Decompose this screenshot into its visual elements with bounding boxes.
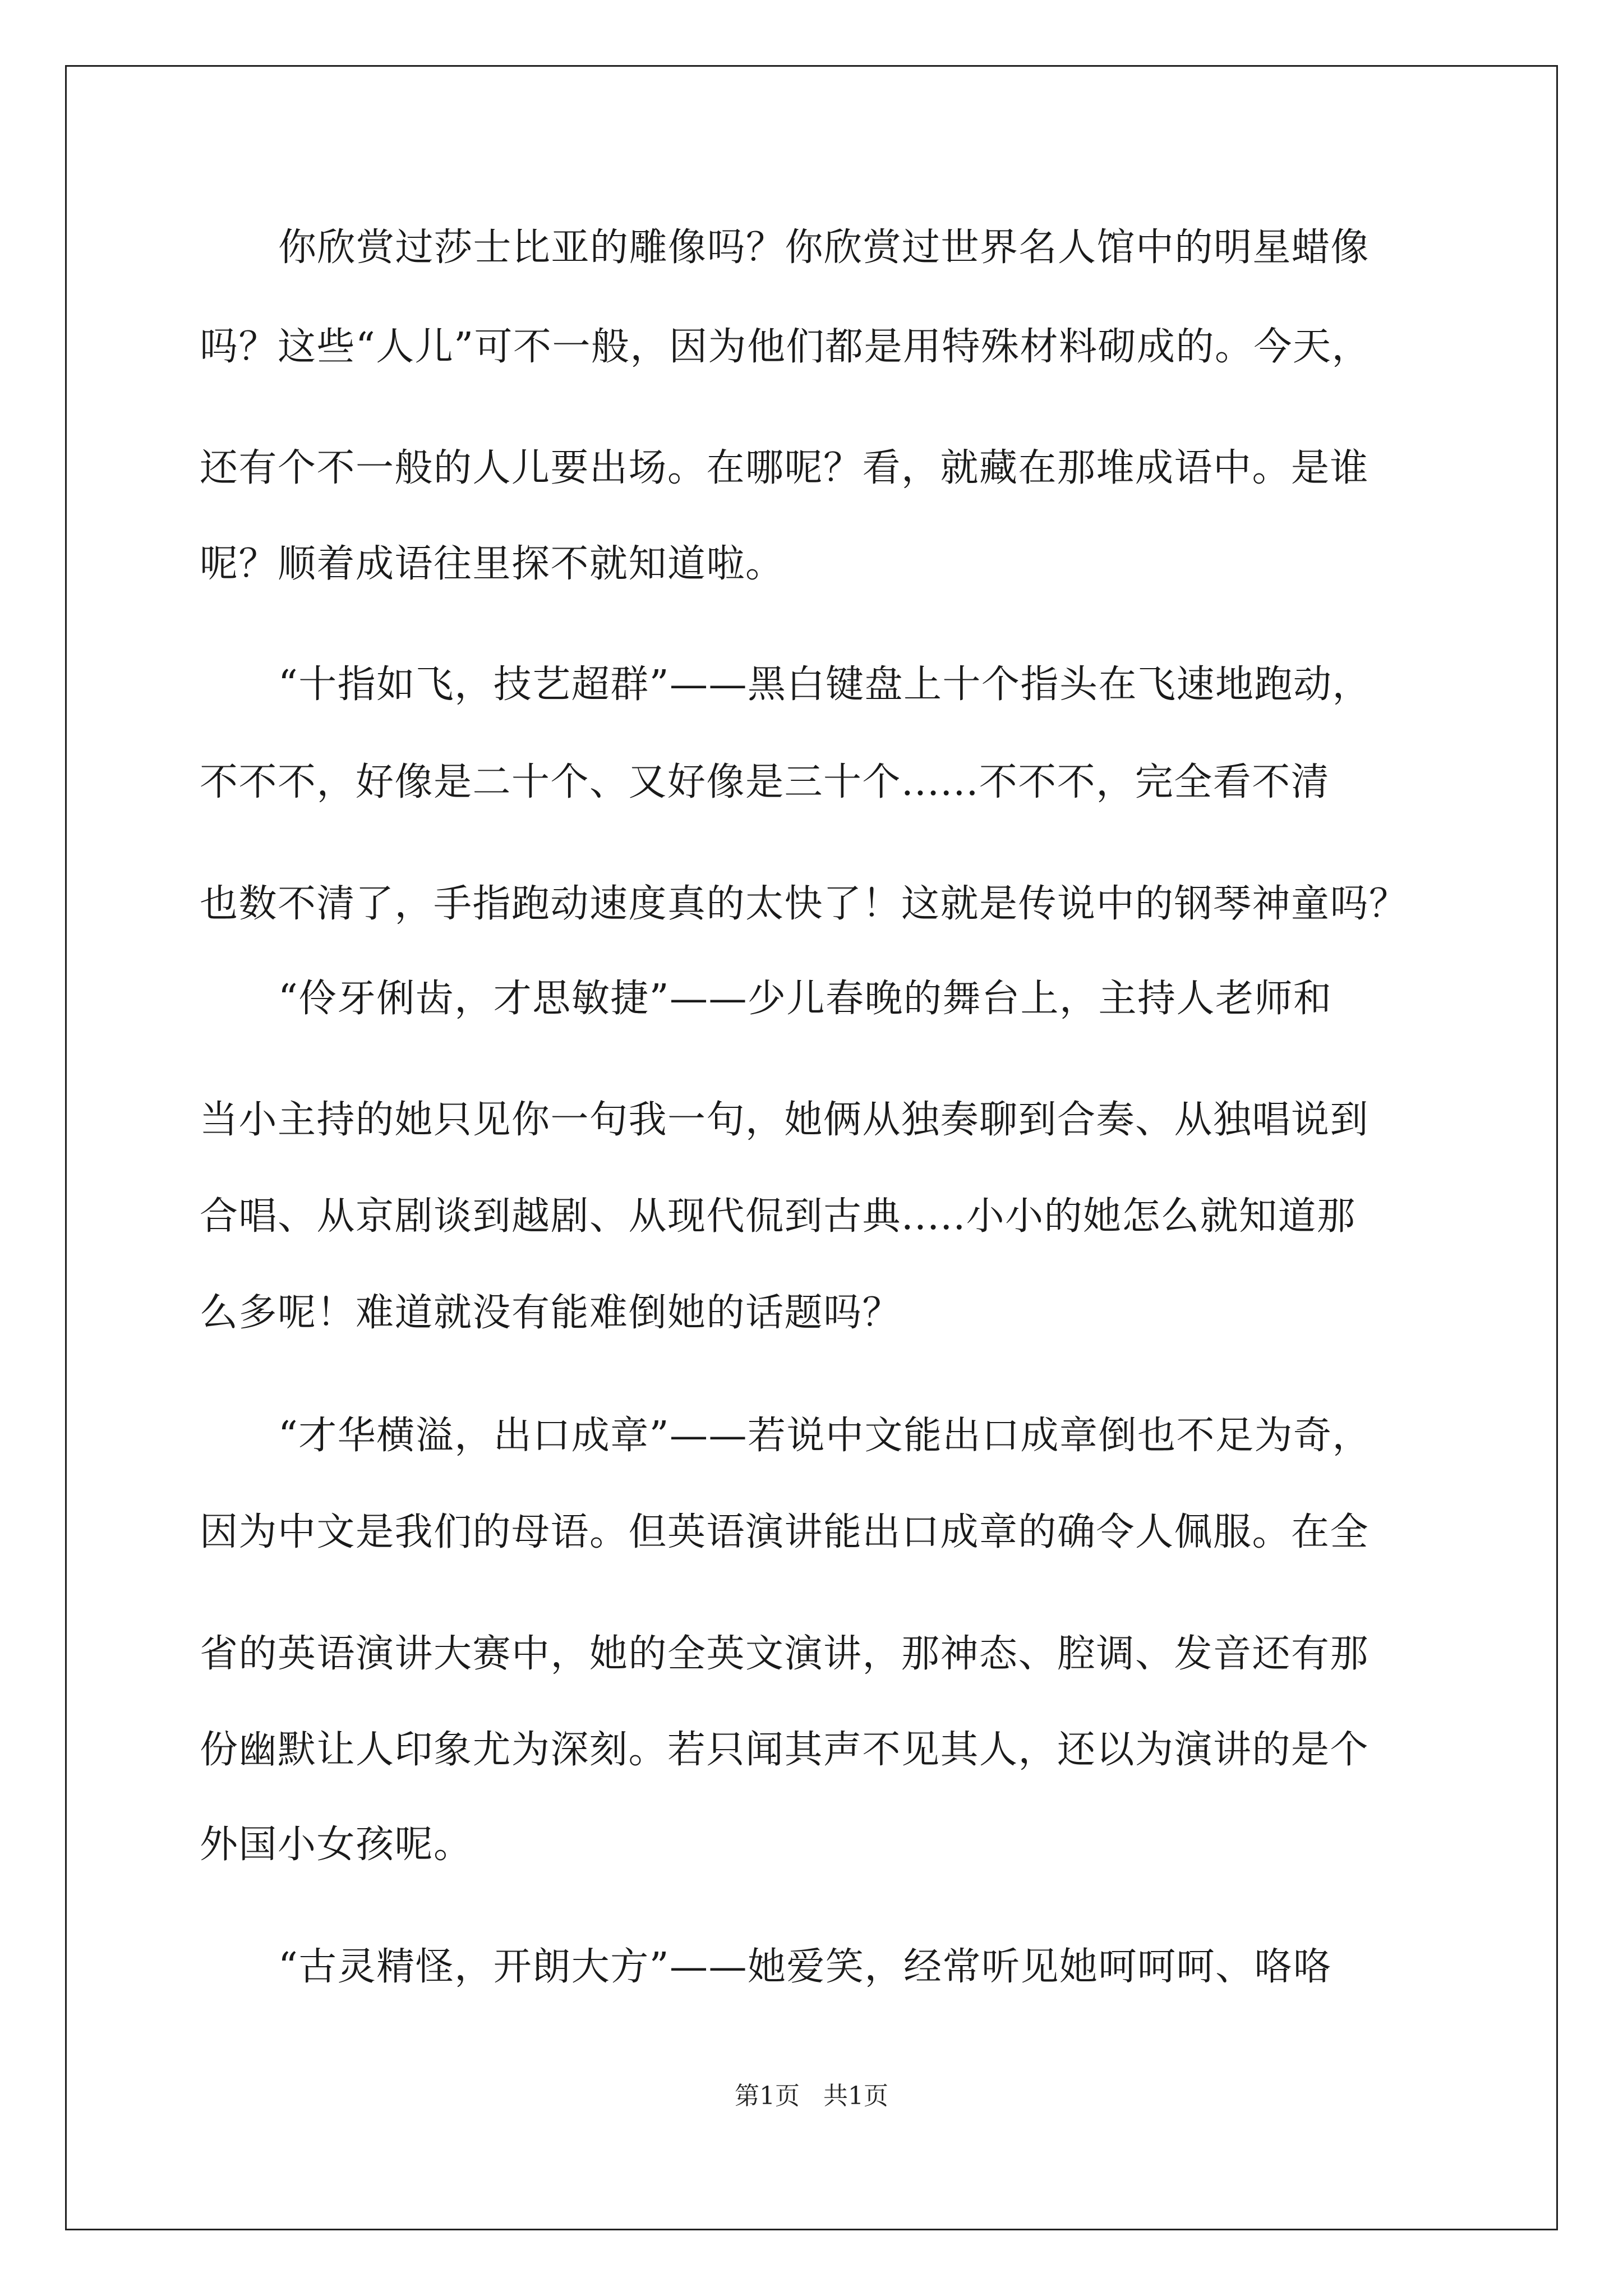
text-line: 呢？顺着成语往里探不就知道啦。 bbox=[200, 542, 785, 586]
text-line: 合唱、从京剧谈到越剧、从现代侃到古典.....小小的她怎么就知道那 bbox=[200, 1194, 1356, 1239]
text-line: 份幽默让人印象尤为深刻。若只闻其声不见其人，还以为演讲的是个 bbox=[200, 1728, 1370, 1772]
text-line: 你欣赏过莎士比亚的雕像吗？你欣赏过世界名人馆中的明星蜡像 bbox=[278, 226, 1370, 270]
text-line: 当小主持的她只见你一句我一句，她俩从独奏聊到合奏、从独唱说到 bbox=[200, 1098, 1370, 1142]
text-line: 外国小女孩呢。 bbox=[200, 1823, 473, 1867]
page-footer: 第1页 共1页 bbox=[735, 2082, 888, 2110]
text-line: 因为中文是我们的母语。但英语演讲能出口成章的确令人佩服。在全 bbox=[200, 1510, 1370, 1554]
text-line: 吗？这些“人儿”可不一般，因为他们都是用特殊材料砌成的。今天， bbox=[200, 325, 1371, 369]
text-line: “古灵精怪，开朗大方”——她爱笑，经常听见她呵呵呵、咯咯 bbox=[278, 1945, 1332, 1989]
text-line: “才华横溢，出口成章”——若说中文能出口成章倒也不足为奇， bbox=[278, 1414, 1372, 1458]
text-line: 不不不，好像是二十个、又好像是三十个......不不不，完全看不清 bbox=[200, 760, 1330, 804]
page-border bbox=[65, 65, 1558, 2230]
text-line: 么多呢！难道就没有能难倒她的话题吗？ bbox=[200, 1291, 902, 1335]
text-line: “伶牙俐齿，才思敏捷”——少儿春晚的舞台上，主持人老师和 bbox=[278, 977, 1332, 1021]
text-line: “十指如飞，技艺超群”——黑白键盘上十个指头在飞速地跑动， bbox=[278, 662, 1372, 707]
text-line: 也数不清了，手指跑动速度真的太快了！这就是传说中的钢琴神童吗？ bbox=[200, 882, 1408, 926]
text-line: 还有个不一般的人儿要出场。在哪呢？看，就藏在那堆成语中。是谁 bbox=[200, 446, 1370, 490]
text-line: 省的英语演讲大赛中，她的全英文演讲，那神态、腔调、发音还有那 bbox=[200, 1632, 1370, 1676]
